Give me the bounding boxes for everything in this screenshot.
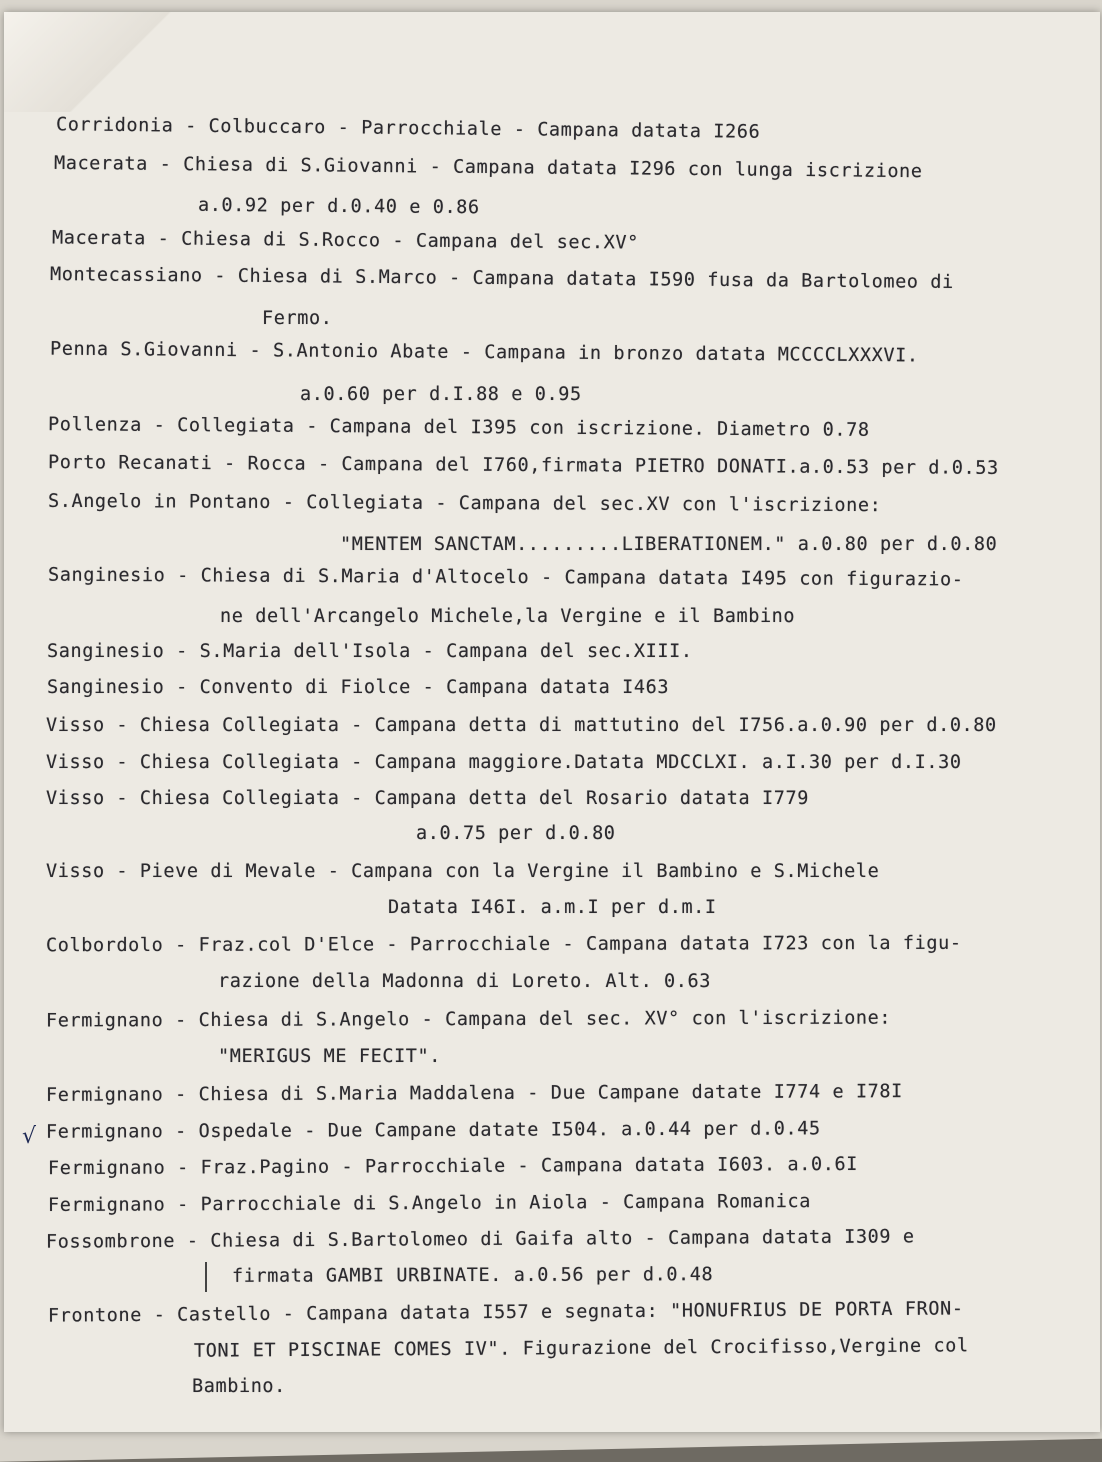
entry-line: Fermignano - Ospedale - Due Campane datate I504. a.0.44 per d.0.45 bbox=[45, 1118, 821, 1143]
entry-line: razione della Madonna di Loreto. Alt. 0.63 bbox=[218, 971, 711, 992]
entry-line: Sanginesio - Convento di Fiolce - Campana datata I463 bbox=[47, 677, 670, 698]
entry-line: Porto Recanati - Rocca - Campana del I760,firmata PIETRO DONATI.a.0.53 per d.0.53 bbox=[47, 452, 999, 479]
entry-line: "MERIGUS ME FECIT". bbox=[218, 1046, 442, 1067]
entry-line: a.0.60 per d.I.88 e 0.95 bbox=[300, 384, 582, 405]
entry-line: ne dell'Arcangelo Michele,la Vergine e il Bambino bbox=[220, 606, 796, 627]
entry-line: Montecassiano - Chiesa di S.Marco - Campana datata I590 fusa da Bartolomeo di bbox=[49, 264, 954, 293]
entry-line: a.0.92 per d.0.40 e 0.86 bbox=[197, 194, 480, 219]
entry-line: Fermignano - Fraz.Pagino - Parrocchiale - Campana datata I603. a.0.6I bbox=[47, 1153, 858, 1180]
entry-line: Fossombrone - Chiesa di S.Bartolomeo di Gaifa alto - Campana datata I309 e bbox=[45, 1226, 915, 1253]
entry-line: Macerata - Chiesa di S.Giovanni - Campana datata I296 con lunga iscrizione bbox=[53, 152, 923, 183]
entry-line: Penna S.Giovanni - S.Antonio Abate - Campana in bronzo datata MCCCCLXXXVI. bbox=[49, 338, 919, 367]
entry-line: Visso - Chiesa Collegiata - Campana detta del Rosario datata I779 bbox=[46, 788, 809, 809]
entry-line: "MENTEM SANCTAM.........LIBERATIONEM." a.0.80 per d.0.80 bbox=[340, 534, 998, 555]
entry-line: a.0.75 per d.0.80 bbox=[416, 823, 616, 844]
entry-line: Sanginesio - S.Maria dell'Isola - Campana del sec.XIII. bbox=[47, 641, 693, 662]
entry-line: Sanginesio - Chiesa di S.Maria d'Altocelo - Campana datata I495 con figurazio- bbox=[47, 564, 964, 591]
entry-line: Visso - Pieve di Mevale - Campana con la Vergine il Bambino e S.Michele bbox=[46, 861, 880, 882]
entry-line: TONI ET PISCINAE COMES IV". Figurazione del Crocifisso,Vergine col bbox=[193, 1335, 969, 1362]
entry-line: Fermignano - Chiesa di S.Maria Maddalena - Due Campane datate I774 e I78I bbox=[45, 1081, 903, 1106]
entry-line: Colbordolo - Fraz.col D'Elce - Parrocchiale - Campana datata I723 con la figu- bbox=[45, 932, 962, 957]
entry-line: Visso - Chiesa Collegiata - Campana detta di mattutino del I756.a.0.90 per d.0.80 bbox=[46, 715, 997, 736]
entry-line: Bambino. bbox=[192, 1376, 286, 1397]
entry-line: Pollenza - Collegiata - Campana del I395 con iscrizione. Diametro 0.78 bbox=[47, 414, 870, 441]
entry-line: Fermo. bbox=[262, 308, 333, 329]
entry-line: Fermignano - Chiesa di S.Angelo - Campana del sec. XV° con l'iscrizione: bbox=[45, 1007, 892, 1032]
entry-line: Datata I46I. a.m.I per d.m.I bbox=[388, 897, 717, 918]
handwritten-checkmark: √ bbox=[22, 1124, 37, 1149]
pencil-mark bbox=[205, 1262, 207, 1292]
entry-line: Frontone - Castello - Campana datata I557 e segnata: "HONUFRIUS DE PORTA FRON- bbox=[47, 1298, 964, 1327]
entry-line: Visso - Chiesa Collegiata - Campana maggiore.Datata MDCCLXI. a.I.30 per d.I.30 bbox=[46, 752, 962, 773]
entry-line: Fermignano - Parrocchiale di S.Angelo in Aiola - Campana Romanica bbox=[47, 1191, 812, 1216]
entry-line: Macerata - Chiesa di S.Rocco - Campana del sec.XV° bbox=[51, 227, 639, 254]
entry-line: S.Angelo in Pontano - Collegiata - Campana del sec.XV con l'iscrizione: bbox=[47, 490, 882, 517]
entry-line: Corridonia - Colbuccaro - Parrocchiale - Campana datata I266 bbox=[55, 114, 761, 143]
entry-line: firmata GAMBI URBINATE. a.0.56 per d.0.48 bbox=[231, 1264, 714, 1287]
